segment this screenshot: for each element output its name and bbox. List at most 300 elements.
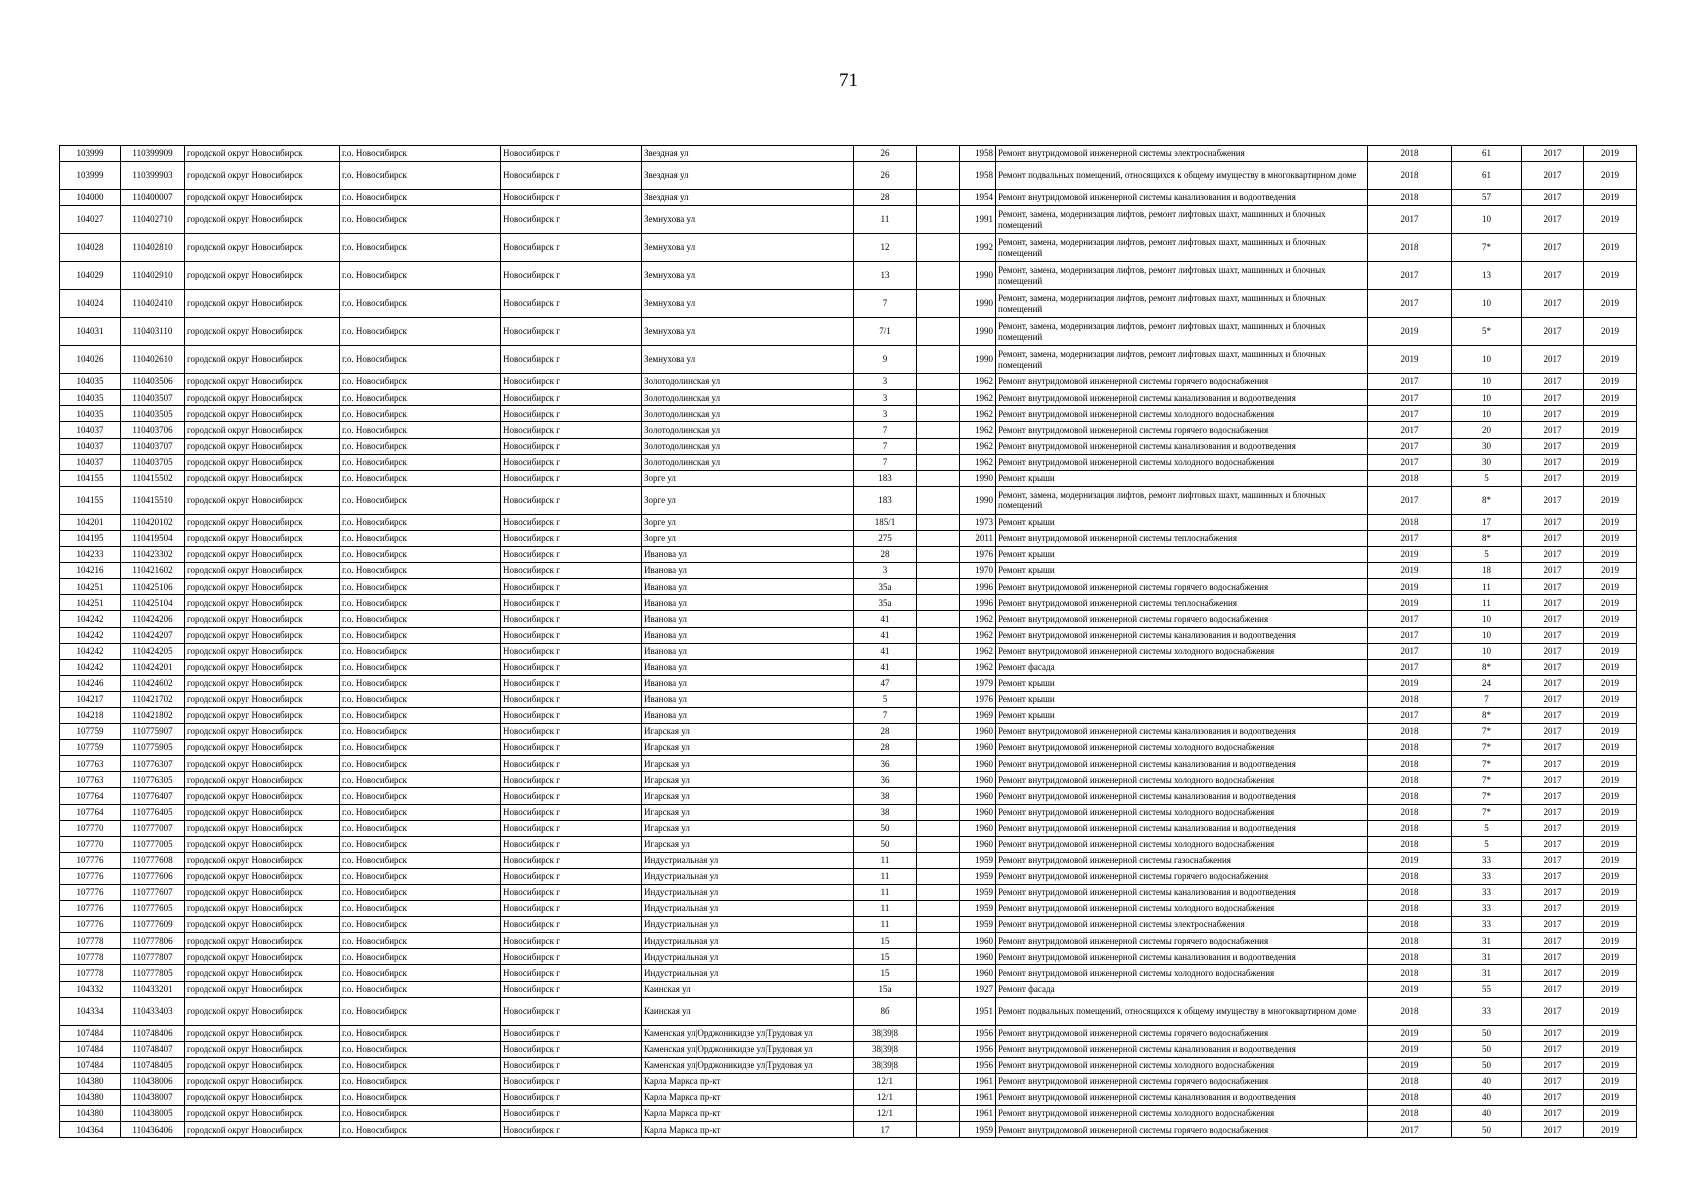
- city-short-cell: г.о. Новосибирск: [340, 234, 501, 262]
- table-row: [60, 1090, 1637, 1106]
- amount-cell: 33: [1452, 997, 1522, 1025]
- id-cell: 107778: [60, 949, 121, 965]
- plan-year-cell: 2019: [1368, 675, 1452, 691]
- id-cell: 104242: [60, 627, 121, 643]
- city-cell: Новосибирск г: [501, 290, 642, 318]
- extra-cell: [917, 262, 960, 290]
- district-cell: городской округ Новосибирск: [185, 836, 340, 852]
- extra-cell: [917, 374, 960, 390]
- id-cell: 104216: [60, 563, 121, 579]
- year-cell: 1962: [960, 406, 996, 422]
- plan-year-cell: 2017: [1368, 611, 1452, 627]
- id-cell: 104031: [60, 318, 121, 346]
- year-cell: 1956: [960, 1057, 996, 1073]
- city-short-cell: г.о. Новосибирск: [340, 346, 501, 374]
- id-cell: 104251: [60, 579, 121, 595]
- table-row: [60, 1106, 1637, 1122]
- city-cell: Новосибирск г: [501, 707, 642, 723]
- extra-cell: [917, 1122, 960, 1138]
- year-cell: 1959: [960, 868, 996, 884]
- table-row: [60, 756, 1637, 772]
- plan-year-cell: 2017: [1368, 422, 1452, 438]
- period-start-cell: 2017: [1522, 933, 1584, 949]
- city-cell: Новосибирск г: [501, 514, 642, 530]
- district-cell: городской округ Новосибирск: [185, 1057, 340, 1073]
- code-cell: 110748406: [121, 1025, 185, 1041]
- extra-cell: [917, 547, 960, 563]
- year-cell: 1962: [960, 438, 996, 454]
- city-cell: Новосибирск г: [501, 981, 642, 997]
- table-row: [60, 997, 1637, 1025]
- period-start-cell: 2017: [1522, 563, 1584, 579]
- city-cell: Новосибирск г: [501, 190, 642, 206]
- code-cell: 110400007: [121, 190, 185, 206]
- table-row: [60, 1073, 1637, 1089]
- city-cell: Новосибирск г: [501, 262, 642, 290]
- id-cell: 107759: [60, 740, 121, 756]
- year-cell: 1960: [960, 933, 996, 949]
- extra-cell: [917, 146, 960, 162]
- city-short-cell: г.о. Новосибирск: [340, 901, 501, 917]
- period-start-cell: 2017: [1522, 643, 1584, 659]
- table-row: [60, 162, 1637, 190]
- street-cell: Зорге ул: [642, 530, 854, 546]
- id-cell: 107484: [60, 1025, 121, 1041]
- work-cell: Ремонт внутридомовой инженерной системы горячего водоснабжения: [996, 1122, 1368, 1138]
- id-cell: 104037: [60, 422, 121, 438]
- district-cell: городской округ Новосибирск: [185, 1073, 340, 1089]
- year-cell: 1969: [960, 707, 996, 723]
- city-cell: Новосибирск г: [501, 206, 642, 234]
- period-start-cell: 2017: [1522, 836, 1584, 852]
- extra-cell: [917, 981, 960, 997]
- city-cell: Новосибирск г: [501, 724, 642, 740]
- table-row: [60, 917, 1637, 933]
- code-cell: 110777807: [121, 949, 185, 965]
- city-short-cell: г.о. Новосибирск: [340, 724, 501, 740]
- district-cell: городской округ Новосибирск: [185, 901, 340, 917]
- street-cell: Зорге ул: [642, 514, 854, 530]
- street-cell: Иванова ул: [642, 611, 854, 627]
- house-cell: 275: [854, 530, 917, 546]
- work-cell: Ремонт внутридомовой инженерной системы канализования и водоотведения: [996, 1041, 1368, 1057]
- amount-cell: 8*: [1452, 486, 1522, 514]
- year-cell: 1962: [960, 422, 996, 438]
- street-cell: Иванова ул: [642, 643, 854, 659]
- district-cell: городской округ Новосибирск: [185, 965, 340, 981]
- plan-year-cell: 2018: [1368, 740, 1452, 756]
- district-cell: городской округ Новосибирск: [185, 234, 340, 262]
- plan-year-cell: 2017: [1368, 530, 1452, 546]
- district-cell: городской округ Новосибирск: [185, 206, 340, 234]
- district-cell: городской округ Новосибирск: [185, 530, 340, 546]
- house-cell: 35а: [854, 595, 917, 611]
- code-cell: 110399903: [121, 162, 185, 190]
- code-cell: 110776407: [121, 788, 185, 804]
- house-cell: 8б: [854, 997, 917, 1025]
- period-end-cell: 2019: [1584, 788, 1637, 804]
- work-cell: Ремонт внутридомовой инженерной системы горячего водоснабжения: [996, 579, 1368, 595]
- house-cell: 185/1: [854, 514, 917, 530]
- street-cell: Игарская ул: [642, 756, 854, 772]
- code-cell: 110776305: [121, 772, 185, 788]
- extra-cell: [917, 611, 960, 627]
- district-cell: городской округ Новосибирск: [185, 997, 340, 1025]
- city-short-cell: г.о. Новосибирск: [340, 514, 501, 530]
- city-short-cell: г.о. Новосибирск: [340, 374, 501, 390]
- period-start-cell: 2017: [1522, 707, 1584, 723]
- period-end-cell: 2019: [1584, 1025, 1637, 1041]
- street-cell: Золотодолинская ул: [642, 454, 854, 470]
- amount-cell: 10: [1452, 374, 1522, 390]
- extra-cell: [917, 965, 960, 981]
- table-row: [60, 740, 1637, 756]
- amount-cell: 13: [1452, 262, 1522, 290]
- house-cell: 38|39|8: [854, 1057, 917, 1073]
- work-cell: Ремонт внутридомовой инженерной системы канализования и водоотведения: [996, 190, 1368, 206]
- city-short-cell: г.о. Новосибирск: [340, 406, 501, 422]
- period-start-cell: 2017: [1522, 290, 1584, 318]
- work-cell: Ремонт внутридомовой инженерной системы горячего водоснабжения: [996, 1025, 1368, 1041]
- city-cell: Новосибирск г: [501, 949, 642, 965]
- amount-cell: 7*: [1452, 756, 1522, 772]
- code-cell: 110777606: [121, 868, 185, 884]
- table-row: [60, 627, 1637, 643]
- city-cell: Новосибирск г: [501, 965, 642, 981]
- house-cell: 36: [854, 772, 917, 788]
- id-cell: 104380: [60, 1106, 121, 1122]
- city-short-cell: г.о. Новосибирск: [340, 1057, 501, 1073]
- city-cell: Новосибирск г: [501, 611, 642, 627]
- period-end-cell: 2019: [1584, 981, 1637, 997]
- extra-cell: [917, 659, 960, 675]
- amount-cell: 7*: [1452, 740, 1522, 756]
- extra-cell: [917, 868, 960, 884]
- street-cell: Игарская ул: [642, 804, 854, 820]
- period-end-cell: 2019: [1584, 406, 1637, 422]
- city-cell: Новосибирск г: [501, 530, 642, 546]
- city-cell: Новосибирск г: [501, 547, 642, 563]
- id-cell: 107770: [60, 820, 121, 836]
- period-end-cell: 2019: [1584, 756, 1637, 772]
- house-cell: 15а: [854, 981, 917, 997]
- table-row: [60, 949, 1637, 965]
- amount-cell: 10: [1452, 627, 1522, 643]
- code-cell: 110415502: [121, 470, 185, 486]
- street-cell: Иванова ул: [642, 707, 854, 723]
- extra-cell: [917, 406, 960, 422]
- city-short-cell: г.о. Новосибирск: [340, 611, 501, 627]
- district-cell: городской округ Новосибирск: [185, 852, 340, 868]
- period-start-cell: 2017: [1522, 162, 1584, 190]
- district-cell: городской округ Новосибирск: [185, 262, 340, 290]
- house-cell: 41: [854, 627, 917, 643]
- id-cell: 104028: [60, 234, 121, 262]
- amount-cell: 8*: [1452, 530, 1522, 546]
- city-short-cell: г.о. Новосибирск: [340, 949, 501, 965]
- house-cell: 11: [854, 868, 917, 884]
- amount-cell: 61: [1452, 162, 1522, 190]
- id-cell: 104233: [60, 547, 121, 563]
- amount-cell: 55: [1452, 981, 1522, 997]
- extra-cell: [917, 885, 960, 901]
- city-short-cell: г.о. Новосибирск: [340, 1090, 501, 1106]
- district-cell: городской округ Новосибирск: [185, 691, 340, 707]
- code-cell: 110425104: [121, 595, 185, 611]
- amount-cell: 50: [1452, 1122, 1522, 1138]
- house-cell: 12: [854, 234, 917, 262]
- period-start-cell: 2017: [1522, 318, 1584, 346]
- house-cell: 26: [854, 146, 917, 162]
- code-cell: 110777607: [121, 885, 185, 901]
- amount-cell: 30: [1452, 454, 1522, 470]
- extra-cell: [917, 595, 960, 611]
- id-cell: 107484: [60, 1041, 121, 1057]
- work-cell: Ремонт внутридомовой инженерной системы теплоснабжения: [996, 530, 1368, 546]
- house-cell: 12/1: [854, 1106, 917, 1122]
- house-cell: 15: [854, 965, 917, 981]
- amount-cell: 31: [1452, 965, 1522, 981]
- year-cell: 1960: [960, 836, 996, 852]
- code-cell: 110748407: [121, 1041, 185, 1057]
- street-cell: Карла Маркса пр-кт: [642, 1073, 854, 1089]
- code-cell: 110438005: [121, 1106, 185, 1122]
- house-cell: 7/1: [854, 318, 917, 346]
- period-start-cell: 2017: [1522, 595, 1584, 611]
- district-cell: городской округ Новосибирск: [185, 788, 340, 804]
- table-row: [60, 1122, 1637, 1138]
- period-end-cell: 2019: [1584, 820, 1637, 836]
- work-cell: Ремонт внутридомовой инженерной системы горячего водоснабжения: [996, 374, 1368, 390]
- street-cell: Иванова ул: [642, 563, 854, 579]
- district-cell: городской округ Новосибирск: [185, 346, 340, 374]
- period-end-cell: 2019: [1584, 1122, 1637, 1138]
- period-start-cell: 2017: [1522, 346, 1584, 374]
- street-cell: Игарская ул: [642, 724, 854, 740]
- id-cell: 107776: [60, 885, 121, 901]
- period-end-cell: 2019: [1584, 675, 1637, 691]
- plan-year-cell: 2017: [1368, 406, 1452, 422]
- street-cell: Золотодолинская ул: [642, 422, 854, 438]
- city-short-cell: г.о. Новосибирск: [340, 1122, 501, 1138]
- id-cell: 104029: [60, 262, 121, 290]
- period-end-cell: 2019: [1584, 917, 1637, 933]
- extra-cell: [917, 1106, 960, 1122]
- extra-cell: [917, 290, 960, 318]
- table-row: [60, 707, 1637, 723]
- period-start-cell: 2017: [1522, 1106, 1584, 1122]
- plan-year-cell: 2017: [1368, 643, 1452, 659]
- extra-cell: [917, 901, 960, 917]
- period-start-cell: 2017: [1522, 262, 1584, 290]
- period-end-cell: 2019: [1584, 579, 1637, 595]
- street-cell: Каинская ул: [642, 997, 854, 1025]
- id-cell: 107776: [60, 852, 121, 868]
- code-cell: 110402410: [121, 290, 185, 318]
- house-cell: 28: [854, 547, 917, 563]
- code-cell: 110403707: [121, 438, 185, 454]
- city-cell: Новосибирск г: [501, 627, 642, 643]
- table-row: [60, 595, 1637, 611]
- plan-year-cell: 2017: [1368, 290, 1452, 318]
- extra-cell: [917, 1090, 960, 1106]
- period-end-cell: 2019: [1584, 547, 1637, 563]
- table-row: [60, 390, 1637, 406]
- table-row: [60, 579, 1637, 595]
- year-cell: 1962: [960, 643, 996, 659]
- street-cell: Индустриальная ул: [642, 917, 854, 933]
- period-end-cell: 2019: [1584, 1057, 1637, 1073]
- city-cell: Новосибирск г: [501, 595, 642, 611]
- table-row: [60, 659, 1637, 675]
- code-cell: 110433201: [121, 981, 185, 997]
- amount-cell: 10: [1452, 290, 1522, 318]
- work-cell: Ремонт подвальных помещений, относящихся к общему имуществу в многоквартирном доме: [996, 997, 1368, 1025]
- code-cell: 110438007: [121, 1090, 185, 1106]
- work-cell: Ремонт внутридомовой инженерной системы горячего водоснабжения: [996, 868, 1368, 884]
- city-cell: Новосибирск г: [501, 438, 642, 454]
- house-cell: 12/1: [854, 1073, 917, 1089]
- period-end-cell: 2019: [1584, 885, 1637, 901]
- id-cell: 104251: [60, 595, 121, 611]
- street-cell: Иванова ул: [642, 579, 854, 595]
- house-cell: 11: [854, 901, 917, 917]
- year-cell: 1960: [960, 949, 996, 965]
- amount-cell: 10: [1452, 406, 1522, 422]
- period-end-cell: 2019: [1584, 438, 1637, 454]
- id-cell: 104246: [60, 675, 121, 691]
- period-start-cell: 2017: [1522, 486, 1584, 514]
- code-cell: 110415510: [121, 486, 185, 514]
- district-cell: городской округ Новосибирск: [185, 804, 340, 820]
- code-cell: 110423302: [121, 547, 185, 563]
- period-start-cell: 2017: [1522, 422, 1584, 438]
- city-short-cell: г.о. Новосибирск: [340, 659, 501, 675]
- house-cell: 183: [854, 486, 917, 514]
- district-cell: городской округ Новосибирск: [185, 547, 340, 563]
- id-cell: 104195: [60, 530, 121, 546]
- work-cell: Ремонт внутридомовой инженерной системы холодного водоснабжения: [996, 901, 1368, 917]
- year-cell: 1962: [960, 627, 996, 643]
- work-cell: Ремонт внутридомовой инженерной системы холодного водоснабжения: [996, 772, 1368, 788]
- table-row: [60, 290, 1637, 318]
- street-cell: Индустриальная ул: [642, 949, 854, 965]
- table-row: [60, 965, 1637, 981]
- city-cell: Новосибирск г: [501, 659, 642, 675]
- id-cell: 107763: [60, 772, 121, 788]
- work-cell: Ремонт, замена, модернизация лифтов, ремонт лифтовых шахт, машинных и блочных помещений: [996, 262, 1368, 290]
- id-cell: 104201: [60, 514, 121, 530]
- work-cell: Ремонт внутридомовой инженерной системы канализования и водоотведения: [996, 949, 1368, 965]
- period-end-cell: 2019: [1584, 949, 1637, 965]
- period-start-cell: 2017: [1522, 659, 1584, 675]
- plan-year-cell: 2018: [1368, 997, 1452, 1025]
- plan-year-cell: 2018: [1368, 1073, 1452, 1089]
- table-row: [60, 470, 1637, 486]
- extra-cell: [917, 788, 960, 804]
- period-end-cell: 2019: [1584, 146, 1637, 162]
- extra-cell: [917, 346, 960, 374]
- district-cell: городской округ Новосибирск: [185, 772, 340, 788]
- id-cell: 104364: [60, 1122, 121, 1138]
- extra-cell: [917, 917, 960, 933]
- city-cell: Новосибирск г: [501, 563, 642, 579]
- period-end-cell: 2019: [1584, 740, 1637, 756]
- work-cell: Ремонт внутридомовой инженерной системы горячего водоснабжения: [996, 611, 1368, 627]
- repair-registry-table: [59, 145, 1637, 1138]
- amount-cell: 31: [1452, 949, 1522, 965]
- plan-year-cell: 2017: [1368, 707, 1452, 723]
- city-cell: Новосибирск г: [501, 162, 642, 190]
- table-row: [60, 804, 1637, 820]
- city-cell: Новосибирск г: [501, 933, 642, 949]
- code-cell: 110402910: [121, 262, 185, 290]
- table-row: [60, 190, 1637, 206]
- city-short-cell: г.о. Новосибирск: [340, 162, 501, 190]
- city-short-cell: г.о. Новосибирск: [340, 1073, 501, 1089]
- house-cell: 11: [854, 852, 917, 868]
- street-cell: Иванова ул: [642, 659, 854, 675]
- house-cell: 47: [854, 675, 917, 691]
- table-row: [60, 547, 1637, 563]
- extra-cell: [917, 997, 960, 1025]
- period-end-cell: 2019: [1584, 852, 1637, 868]
- period-start-cell: 2017: [1522, 1090, 1584, 1106]
- table-row: [60, 454, 1637, 470]
- work-cell: Ремонт фасада: [996, 659, 1368, 675]
- table-row: [60, 318, 1637, 346]
- street-cell: Золотодолинская ул: [642, 390, 854, 406]
- amount-cell: 7*: [1452, 724, 1522, 740]
- district-cell: городской округ Новосибирск: [185, 470, 340, 486]
- city-short-cell: г.о. Новосибирск: [340, 627, 501, 643]
- extra-cell: [917, 691, 960, 707]
- city-short-cell: г.о. Новосибирск: [340, 563, 501, 579]
- house-cell: 36: [854, 756, 917, 772]
- code-cell: 110777007: [121, 820, 185, 836]
- year-cell: 1956: [960, 1025, 996, 1041]
- plan-year-cell: 2017: [1368, 390, 1452, 406]
- house-cell: 11: [854, 206, 917, 234]
- city-short-cell: г.о. Новосибирск: [340, 454, 501, 470]
- extra-cell: [917, 933, 960, 949]
- work-cell: Ремонт внутридомовой инженерной системы горячего водоснабжения: [996, 422, 1368, 438]
- table-row: [60, 691, 1637, 707]
- district-cell: городской округ Новосибирск: [185, 933, 340, 949]
- registry-body: [60, 146, 1637, 1138]
- code-cell: 110775907: [121, 724, 185, 740]
- plan-year-cell: 2019: [1368, 1057, 1452, 1073]
- district-cell: городской округ Новосибирск: [185, 1106, 340, 1122]
- work-cell: Ремонт крыши: [996, 563, 1368, 579]
- extra-cell: [917, 675, 960, 691]
- work-cell: Ремонт внутридомовой инженерной системы канализования и водоотведения: [996, 627, 1368, 643]
- extra-cell: [917, 438, 960, 454]
- city-cell: Новосибирск г: [501, 1041, 642, 1057]
- work-cell: Ремонт, замена, модернизация лифтов, ремонт лифтовых шахт, машинных и блочных помещений: [996, 290, 1368, 318]
- amount-cell: 10: [1452, 346, 1522, 374]
- page-number: 71: [839, 70, 858, 91]
- period-start-cell: 2017: [1522, 949, 1584, 965]
- year-cell: 1958: [960, 146, 996, 162]
- year-cell: 1979: [960, 675, 996, 691]
- code-cell: 110438006: [121, 1073, 185, 1089]
- id-cell: 104334: [60, 997, 121, 1025]
- work-cell: Ремонт внутридомовой инженерной системы канализования и водоотведения: [996, 885, 1368, 901]
- plan-year-cell: 2018: [1368, 901, 1452, 917]
- code-cell: 110402710: [121, 206, 185, 234]
- amount-cell: 11: [1452, 579, 1522, 595]
